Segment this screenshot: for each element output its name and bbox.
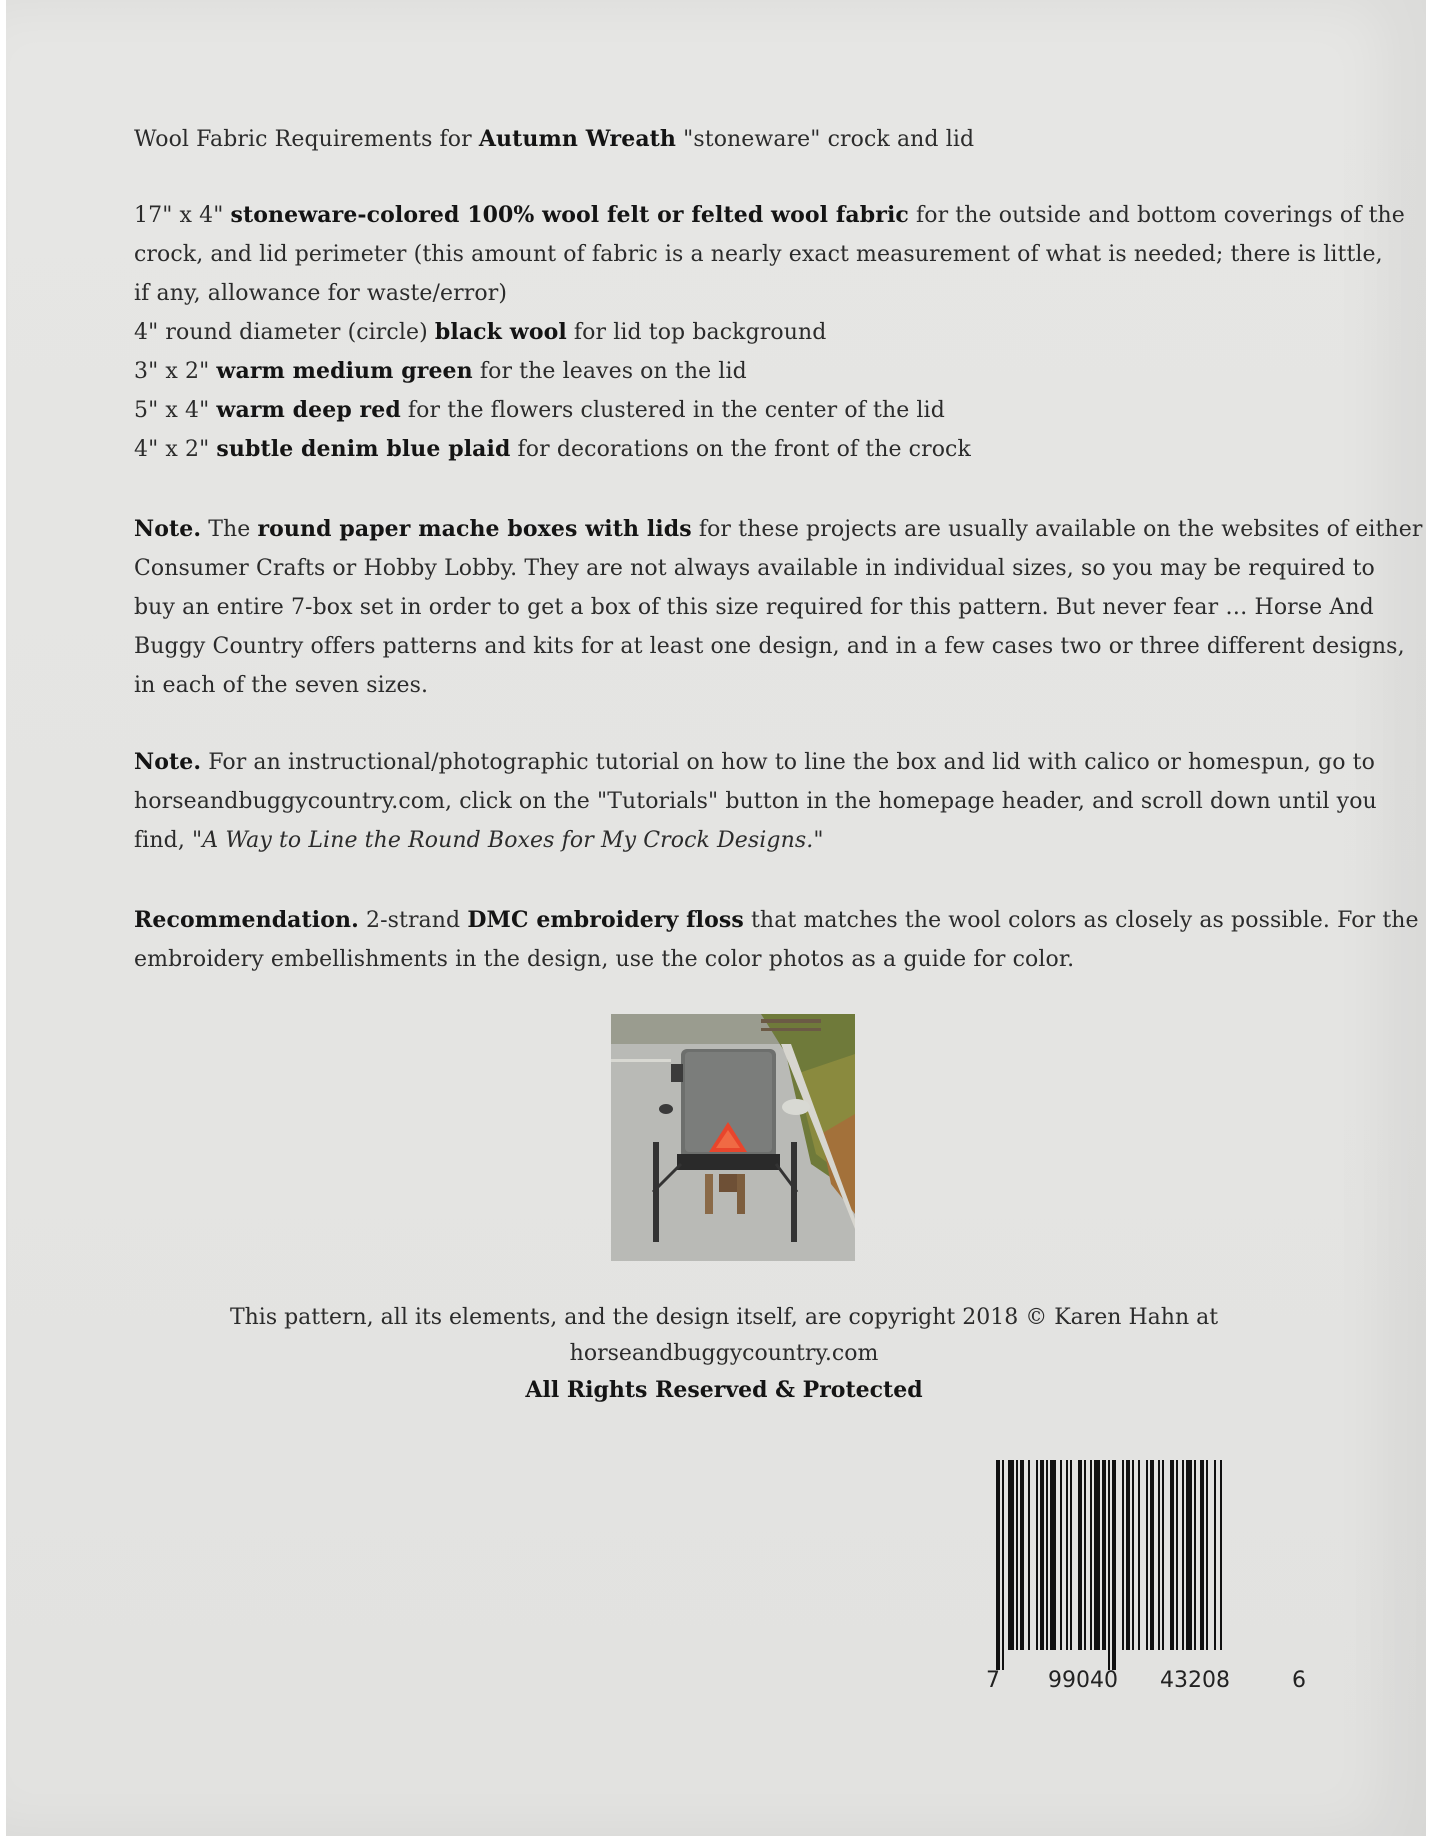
note-line: horseandbuggycountry.com, click on the "Tutorials" button in the homepage header, and scroll down until you bbox=[134, 789, 1377, 814]
requirement-material: warm deep red bbox=[216, 397, 401, 423]
heading-prefix: Wool Fabric Requirements for bbox=[134, 127, 479, 152]
requirement-material: stoneware-colored 100% wool felt or felted wool fabric bbox=[230, 202, 909, 228]
requirement-size: 4" round diameter (circle) bbox=[134, 320, 435, 345]
requirement-continuation: crock, and lid perimeter (this amount of fabric is a nearly exact measurement of what is needed; there is little, bbox=[134, 242, 1383, 267]
note-line bbox=[134, 821, 1314, 860]
note-line: buy an entire 7-box set in order to get a box of this size required for this pattern. But never fear … Horse And bbox=[134, 595, 1374, 620]
requirement-material: black wool bbox=[434, 319, 567, 345]
page-sheet bbox=[6, 0, 1426, 1836]
requirement-description: for the outside and bottom coverings of the bbox=[908, 203, 1405, 228]
recommendation bbox=[134, 901, 1419, 979]
note-line: Buggy Country offers patterns and kits for at least one design, and in a few cases two or three different designs, bbox=[134, 634, 1405, 659]
barcode-group-right: 43208 bbox=[1160, 1668, 1230, 1693]
recommendation-line: embroidery embellishments in the design, use the color photos as a guide for color. bbox=[134, 947, 1075, 972]
requirement-description: for the flowers clustered in the center of the lid bbox=[400, 398, 945, 423]
fabric-requirements-heading bbox=[134, 120, 1314, 159]
barcode-group-left: 99040 bbox=[1048, 1668, 1118, 1693]
recommendation-text: 2-strand bbox=[358, 908, 468, 933]
note-tutorial bbox=[134, 743, 1377, 860]
requirement-item bbox=[134, 196, 1405, 235]
requirement-item bbox=[134, 391, 1314, 430]
barcode-digit-last: 6 bbox=[1292, 1668, 1306, 1693]
barcode-digit-first: 7 bbox=[986, 1668, 1000, 1693]
requirement-material: subtle denim blue plaid bbox=[216, 436, 511, 462]
heading-project-name: Autumn Wreath bbox=[478, 126, 677, 152]
requirement-size: 4" x 2" bbox=[134, 437, 217, 462]
recommendation-label: Recommendation. bbox=[134, 907, 359, 933]
note-label: Note. bbox=[134, 516, 202, 542]
note-bold-term: round paper mache boxes with lids bbox=[257, 516, 692, 542]
buggy-photo bbox=[611, 1014, 855, 1261]
requirement-size: 5" x 4" bbox=[134, 398, 217, 423]
tutorial-title: "A Way to Line the Round Boxes for My Crock Designs." bbox=[192, 828, 824, 853]
requirement-material: warm medium green bbox=[216, 358, 473, 384]
copyright-notice bbox=[134, 1300, 1314, 1408]
rights-reserved: All Rights Reserved & Protected bbox=[525, 1377, 923, 1403]
requirement-description: for lid top background bbox=[566, 320, 827, 345]
requirement-item bbox=[134, 352, 1314, 391]
recommendation-bold-term: DMC embroidery floss bbox=[467, 907, 744, 933]
requirement-continuation: if any, allowance for waste/error) bbox=[134, 281, 508, 306]
note-label: Note. bbox=[134, 749, 202, 775]
requirements-list bbox=[134, 196, 1405, 469]
requirement-item bbox=[134, 313, 1314, 352]
upc-barcode bbox=[986, 1460, 1306, 1700]
note-line: in each of the seven sizes. bbox=[134, 673, 429, 698]
note-text: For an instructional/photographic tutorial on how to line the box and lid with calico or homespun, go to bbox=[201, 750, 1375, 775]
barcode-bars bbox=[986, 1460, 1306, 1670]
recommendation-text: that matches the wool colors as closely as possible. For the bbox=[743, 908, 1419, 933]
requirement-description: for the leaves on the lid bbox=[472, 359, 747, 384]
note-paper-mache-boxes bbox=[134, 510, 1423, 705]
requirement-size: 3" x 2" bbox=[134, 359, 217, 384]
requirement-size: 17" x 4" bbox=[134, 203, 231, 228]
note-text: for these projects are usually available on the websites of either bbox=[691, 517, 1423, 542]
heading-suffix: "stoneware" crock and lid bbox=[676, 127, 975, 152]
copyright-line: This pattern, all its elements, and the design itself, are copyright 2018 © Karen Hahn at horseandbuggycountry.com bbox=[229, 1305, 1219, 1366]
requirement-item bbox=[134, 430, 1314, 469]
requirement-description: for decorations on the front of the crock bbox=[510, 437, 971, 462]
note-text: The bbox=[201, 517, 258, 542]
note-text: find, bbox=[134, 828, 193, 853]
note-line: Consumer Crafts or Hobby Lobby. They are not always available in individual sizes, so you may be required to bbox=[134, 556, 1375, 581]
